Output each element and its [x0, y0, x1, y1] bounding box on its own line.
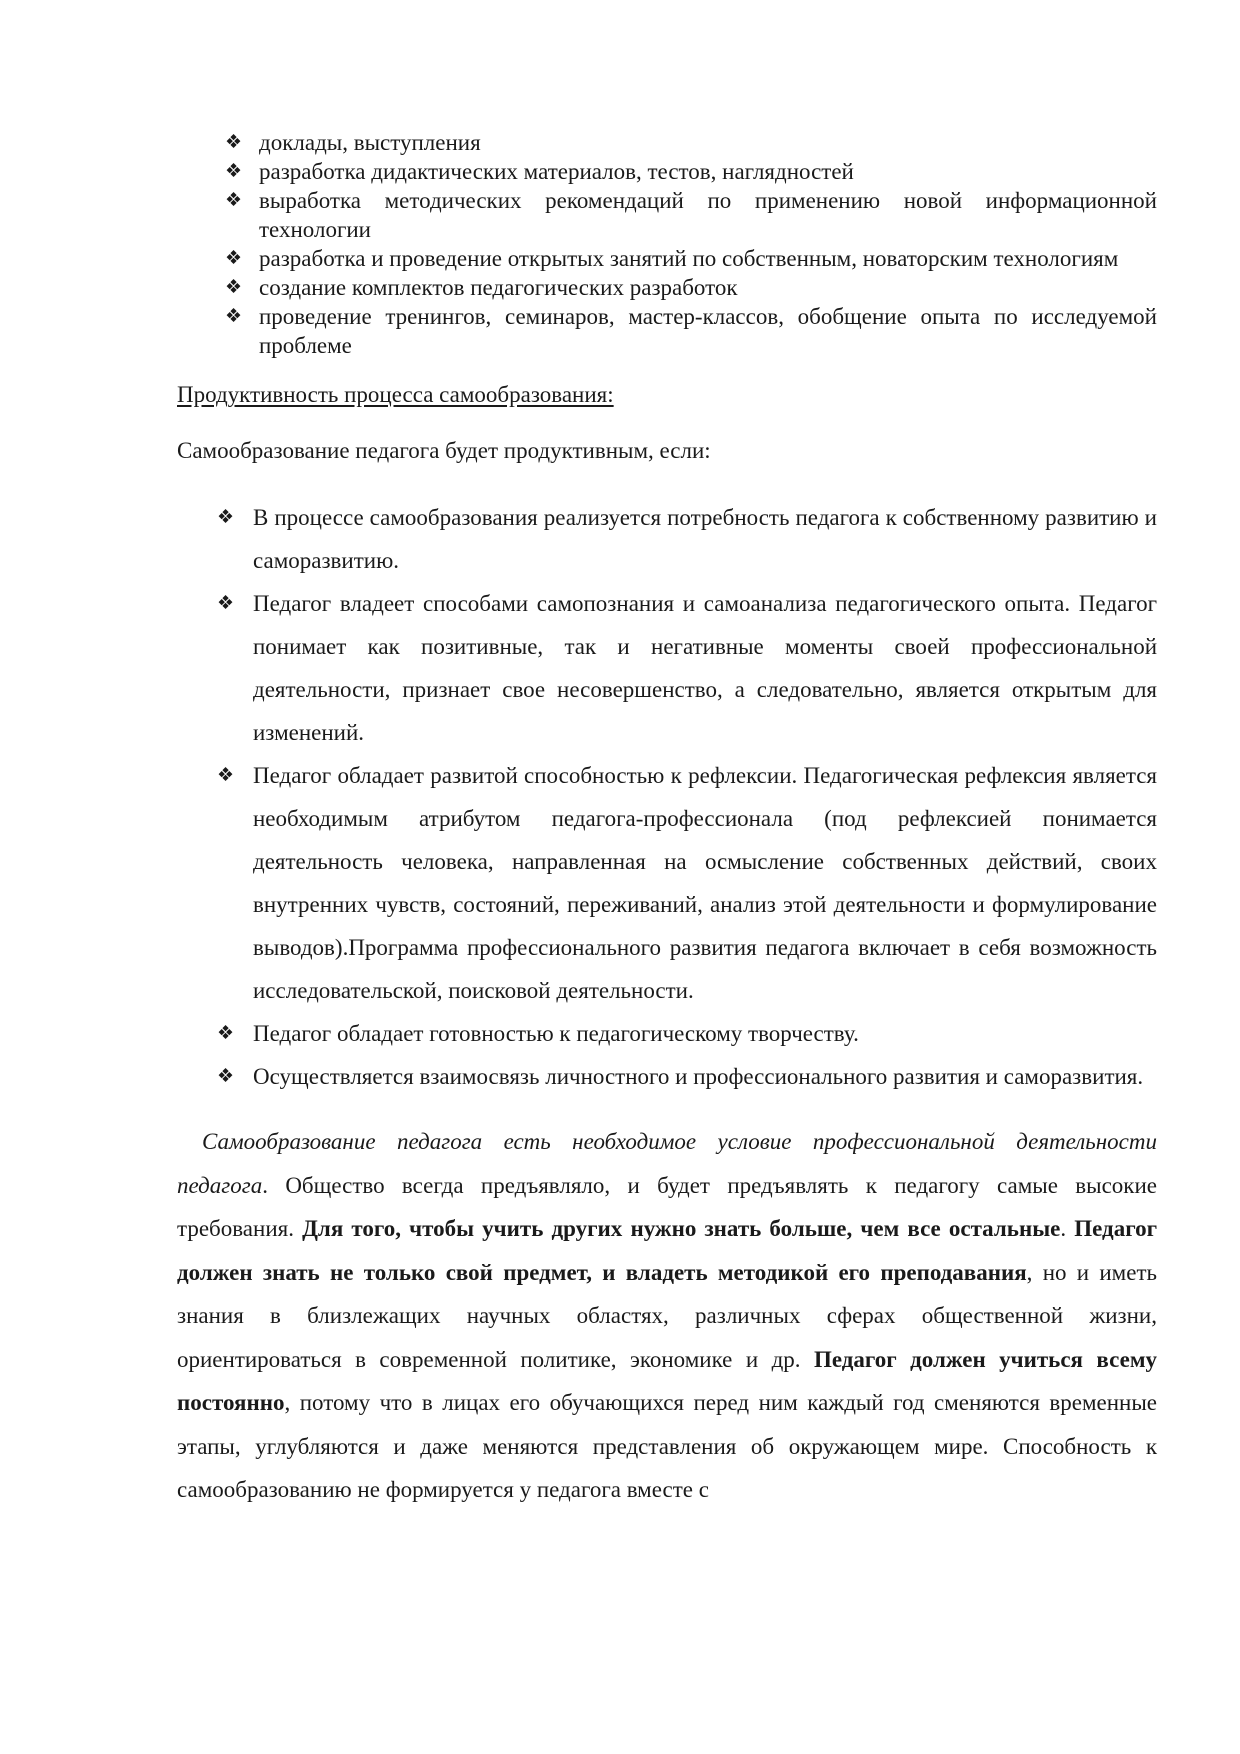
section-heading: Продуктивность процесса самообразования: — [177, 382, 614, 407]
intro-text: Самообразование педагога будет продуктивным, если: — [177, 438, 711, 463]
italic-lead: Самообразование педагога есть необходимое условие профессиональной деятельности педагога — [177, 1129, 1157, 1198]
bold-run: Педагог должен знать не только свой предмет, и владеть методикой его преподавания — [177, 1216, 1158, 1285]
conditions-list — [177, 496, 1157, 1098]
list-item — [177, 1012, 1157, 1055]
list-item-text: проведение тренингов, семинаров, мастер-классов, обобщение опыта по исследуемой проблеме — [259, 304, 1157, 358]
diamond-bullet-icon: ❖ — [225, 132, 243, 153]
list-item-text: Педагог обладает развитой способностью к рефлексии. Педагогическая рефлексия является необходимым атрибутом педагога-профессионала (под рефлексией понимается деятельность человека, направленная на осмысление собственных действий, своих внутренних чувств, состояний, переживаний, анализ этой деятельности и формулирование выводов).Программа профессионального развития педагога включает в себя возможность исследовательской, поисковой деятельности. — [253, 763, 1157, 1003]
list-item-text: разработка дидактических материалов, тестов, наглядностей — [259, 159, 854, 184]
body-paragraph — [177, 1120, 1157, 1512]
diamond-bullet-icon: ❖ — [225, 277, 243, 298]
list-item — [177, 496, 1157, 582]
activity-list — [177, 128, 1157, 360]
diamond-bullet-icon: ❖ — [217, 765, 235, 786]
list-item — [177, 754, 1157, 1012]
diamond-bullet-icon: ❖ — [217, 507, 235, 528]
diamond-bullet-icon: ❖ — [225, 161, 243, 182]
list-item — [177, 157, 1157, 186]
list-item — [177, 186, 1157, 244]
diamond-bullet-icon: ❖ — [217, 1066, 235, 1087]
bold-run: Педагог должен учиться всему постоянно — [177, 1346, 1157, 1415]
text-run: , но и иметь знания в близлежащих научных областях, различных сферах общественной жизни, ориентироваться в современной политике, экономике и др. — [177, 1259, 1157, 1372]
list-item — [177, 244, 1157, 273]
list-item-text: Осуществляется взаимосвязь личностного и профессионального развития и саморазвития. — [253, 1064, 1144, 1089]
text-run: . — [1060, 1216, 1075, 1241]
list-item — [177, 128, 1157, 157]
text-run: , потому что в лицах его обучающихся перед ним каждый год сменяются временные этапы, углубляются и даже меняются представления об окружающем мире. Способность к самообразованию не формируется у педагога вместе с — [177, 1390, 1157, 1502]
text-run: . Общество всегда предъявляло, и будет предъявлять к педагогу самые высокие требования. — [177, 1172, 1157, 1241]
list-item — [177, 1055, 1157, 1098]
list-item — [177, 582, 1157, 754]
list-item-text: доклады, выступления — [259, 130, 481, 155]
diamond-bullet-icon: ❖ — [217, 593, 235, 614]
list-item-text: Педагог обладает готовностью к педагогическому творчеству. — [253, 1021, 859, 1046]
list-item — [177, 302, 1157, 360]
list-item — [177, 273, 1157, 302]
bold-run: Для того, чтобы учить других нужно знать больше, чем все остальные — [302, 1216, 1061, 1241]
list-item-text: выработка методических рекомендаций по применению новой информационной технологии — [259, 188, 1157, 242]
diamond-bullet-icon: ❖ — [225, 248, 243, 269]
page-content — [177, 128, 1157, 1535]
diamond-bullet-icon: ❖ — [217, 1023, 235, 1044]
list-item-text: создание комплектов педагогических разработок — [259, 275, 738, 300]
list-item-text: Педагог владеет способами самопознания и самоанализа педагогического опыта. Педагог понимает как позитивные, так и негативные моменты своей профессиональной деятельности, признает свое несовершенство, а следовательно, является открытым для изменений. — [253, 591, 1157, 745]
diamond-bullet-icon: ❖ — [225, 306, 243, 327]
list-item-text: разработка и проведение открытых занятий по собственным, новаторским технологиям — [259, 246, 1119, 271]
list-item-text: В процессе самообразования реализуется потребность педагога к собственному развитию и саморазвитию. — [253, 505, 1157, 573]
diamond-bullet-icon: ❖ — [225, 190, 243, 211]
